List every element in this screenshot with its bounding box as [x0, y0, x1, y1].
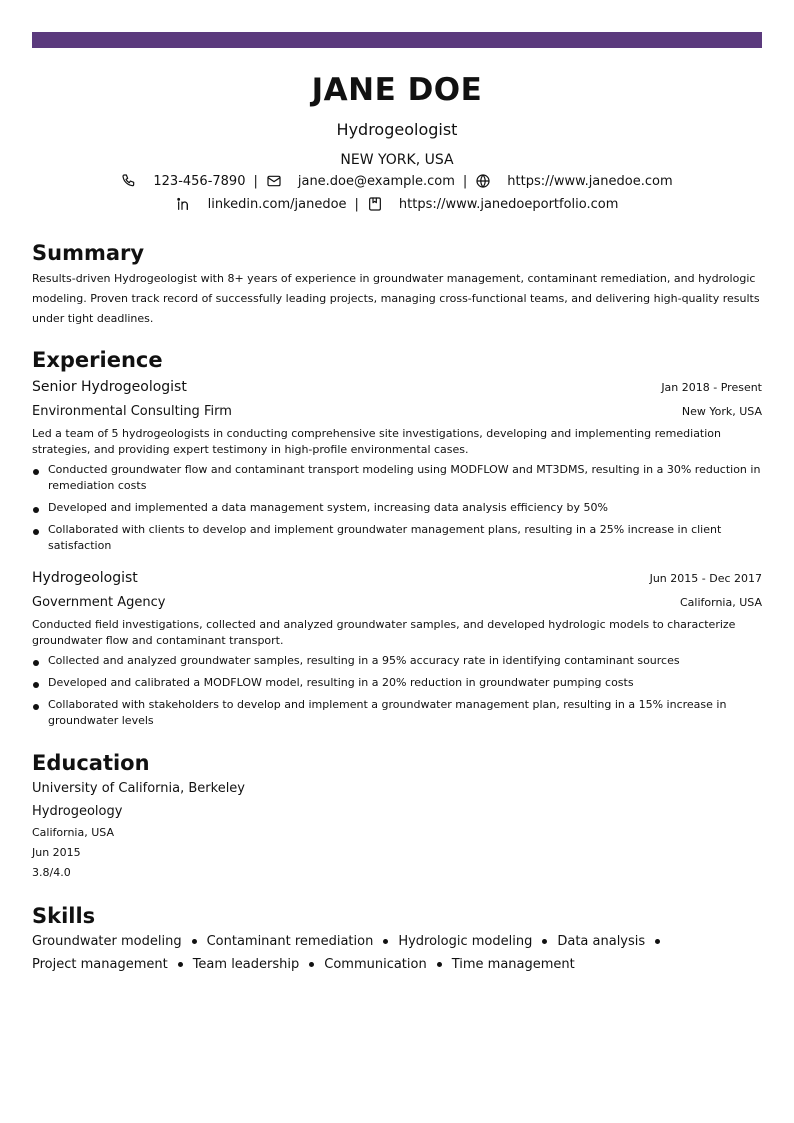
bullet-dot — [33, 704, 39, 710]
job-header — [32, 379, 762, 395]
skill-separator-dot — [437, 962, 442, 967]
accent-bar — [32, 32, 762, 48]
summary-text: Results-driven Hydrogeologist with 8+ years of experience in groundwater management, contaminant remediation, and hydrologic modeling. Proven track record of successfully leading projects, managing cross-functional teams, and delivering high-quality results under tight deadlines. — [32, 272, 760, 325]
experience-heading: Experience — [32, 348, 163, 372]
website-link[interactable]: https://www.janedoe.com — [507, 173, 673, 189]
skill-separator-dot — [542, 939, 547, 944]
portfolio-link[interactable]: https://www.janedoeportfolio.com — [398, 196, 619, 212]
skill-separator-dot — [309, 962, 314, 967]
portfolio-icon — [367, 196, 383, 212]
skills-row-1 — [32, 934, 762, 949]
skills-heading: Skills — [32, 904, 96, 928]
job-dates: Jun 2015 - Dec 2017 — [649, 572, 762, 585]
skill-item: Time management — [451, 957, 575, 972]
job-company: Government Agency — [32, 595, 166, 610]
job-description: Conducted field investigations, collected and analyzed groundwater samples, and developed hydrologic models to characterize groundwater flow and contaminant transport. — [32, 618, 736, 647]
contact-separator: | — [462, 173, 468, 189]
mail-icon — [266, 173, 282, 189]
skill-separator-dot — [178, 962, 183, 967]
skill-separator-dot — [383, 939, 388, 944]
bullet-dot — [33, 507, 39, 513]
bullet-text: Collected and analyzed groundwater samples, resulting in a 95% accuracy rate in identifying contaminant sources — [48, 654, 680, 667]
education-date: Jun 2015 — [32, 846, 81, 859]
linkedin-link[interactable]: linkedin.com/janedoe — [207, 196, 347, 212]
skill-separator-dot — [655, 939, 660, 944]
bullet-text: Developed and calibrated a MODFLOW model, resulting in a 20% reduction in groundwater pumping costs — [48, 676, 634, 689]
job-bullets — [32, 462, 762, 560]
bullet-text: Collaborated with clients to develop and implement groundwater management plans, resulting in a 25% increase in client satisfaction — [48, 523, 722, 552]
skill-item: Contaminant remediation — [206, 934, 374, 949]
list-item — [32, 462, 762, 494]
education-degree: Hydrogeology — [32, 804, 123, 819]
skill-item: Communication — [324, 957, 427, 972]
bullet-dot — [33, 469, 39, 475]
globe-icon — [475, 173, 491, 189]
job-company-row — [32, 404, 762, 419]
contact-separator: | — [253, 173, 258, 189]
skills-row-2 — [32, 957, 762, 972]
skill-item: Groundwater modeling — [32, 934, 182, 949]
list-item — [32, 697, 762, 729]
job-header — [32, 570, 762, 586]
bullet-text: Conducted groundwater flow and contaminant transport modeling using MODFLOW and MT3DMS, resulting in a 30% reduction in remediation costs — [48, 463, 761, 492]
list-item — [32, 675, 762, 691]
contact-row-primary — [0, 173, 794, 189]
job-title: Hydrogeologist — [32, 570, 138, 586]
list-item — [32, 500, 762, 516]
list-item — [32, 522, 762, 554]
skill-item: Data analysis — [557, 934, 646, 949]
candidate-name: JANE DOE — [311, 72, 483, 108]
job-company: Environmental Consulting Firm — [32, 404, 232, 419]
bullet-dot — [33, 682, 39, 688]
education-heading: Education — [32, 751, 150, 775]
skill-separator-dot — [192, 939, 197, 944]
phone-icon — [121, 173, 137, 189]
skill-item: Project management — [32, 957, 168, 972]
job-description: Led a team of 5 hydrogeologists in conducting comprehensive site investigations, developing and implementing remediation strategies, and providing expert testimony in high-profile environmental cases. — [32, 427, 722, 456]
summary-heading: Summary — [32, 241, 145, 265]
job-bullets — [32, 653, 762, 735]
candidate-location: NEW YORK, USA — [340, 152, 454, 168]
job-title: Senior Hydrogeologist — [32, 379, 187, 395]
contact-row-secondary — [0, 196, 794, 212]
education-school: University of California, Berkeley — [32, 781, 245, 796]
job-dates: Jan 2018 - Present — [661, 381, 762, 394]
contact-separator: | — [354, 196, 359, 212]
skill-item: Hydrologic modeling — [398, 934, 533, 949]
job-location: New York, USA — [681, 405, 762, 418]
bullet-text: Collaborated with stakeholders to develop and implement a groundwater management plan, resulting in a 15% increase in groundwater levels — [48, 698, 727, 727]
bullet-text: Developed and implemented a data management system, increasing data analysis efficiency by 50% — [48, 501, 608, 514]
list-item — [32, 653, 762, 669]
phone-number[interactable]: 123-456-7890 — [153, 173, 246, 189]
job-location: California, USA — [680, 596, 762, 609]
education-gpa: 3.8/4.0 — [32, 866, 71, 879]
linkedin-icon — [176, 196, 192, 212]
education-location: California, USA — [32, 826, 114, 839]
bullet-dot — [33, 660, 39, 666]
skill-item: Team leadership — [192, 957, 300, 972]
job-company-row — [32, 595, 762, 610]
email-link[interactable]: jane.doe@example.com — [297, 173, 455, 189]
bullet-dot — [33, 529, 39, 535]
candidate-title: Hydrogeologist — [336, 120, 458, 139]
